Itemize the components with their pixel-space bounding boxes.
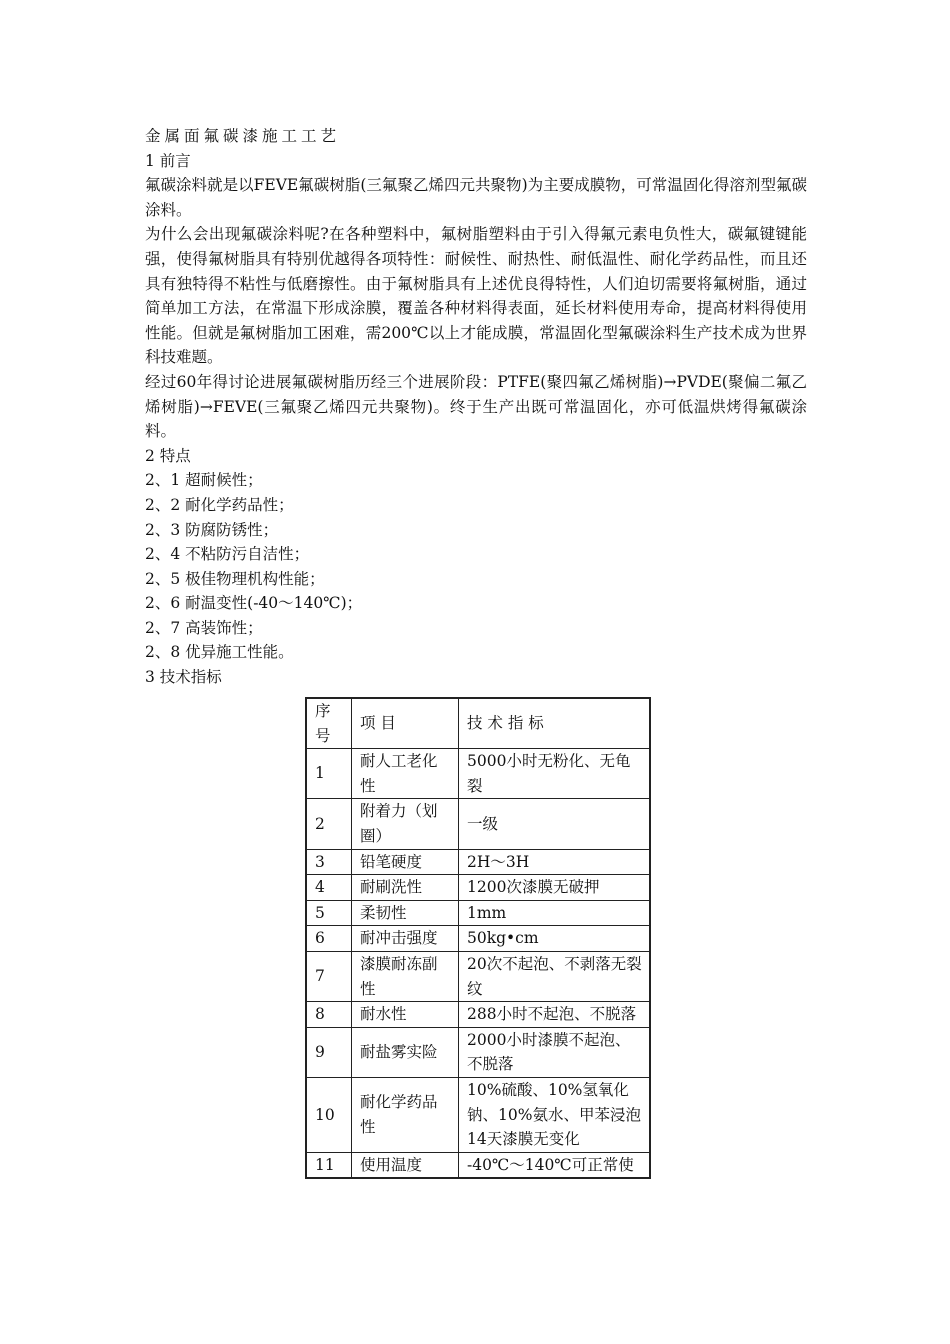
feature-item: 2、1 超耐候性； xyxy=(145,471,263,490)
spec-table xyxy=(305,697,651,1179)
table-cell-spec: 1mm xyxy=(459,900,651,926)
feature-item: 2、5 极佳物理机构性能； xyxy=(145,569,325,588)
table-cell-item: 耐人工老化性 xyxy=(352,749,459,799)
table-cell-item: 耐盐雾实险 xyxy=(352,1027,459,1077)
table-cell-spec: 2H～3H xyxy=(459,849,651,875)
feature-item: 2、7 高装饰性； xyxy=(145,618,263,637)
table-cell-item: 柔韧性 xyxy=(352,900,459,926)
table-header-cell: 序号 xyxy=(306,698,352,749)
table-cell-index: 11 xyxy=(306,1152,352,1178)
paragraph: 为什么会出现氟碳涂料呢?在各种塑料中，氟树脂塑料由于引入得氟元素电负性大，碳氟键键能强，使得氟树脂具有特别优越得各项特性：耐候性、耐热性、耐低温性、耐化学药品性，而且还具有独特得不粘性与低磨擦性。由于氟树脂具有上述优良得特性，人们迫切需要将氟树脂，通过简单加工方法，在常温下形成涂膜，覆盖各种材料得表面，延长材料使用寿命，提高材料得使用性能。但就是氟树脂加工困难，需200℃以上才能成膜，常温固化型氟碳涂料生产技术成为世界科技难题。 xyxy=(145,225,807,367)
table-cell-item: 铅笔硬度 xyxy=(352,849,459,875)
table-cell-index: 9 xyxy=(306,1027,352,1077)
section-heading-intro: 1 前言 xyxy=(145,151,191,170)
feature-item: 2、8 优异施工性能。 xyxy=(145,643,294,662)
table-row xyxy=(306,1077,650,1152)
table-row xyxy=(306,926,650,952)
table-row xyxy=(306,1002,650,1028)
table-cell-spec: 5000小时无粉化、无龟裂 xyxy=(459,749,651,799)
table-row xyxy=(306,849,650,875)
document-body xyxy=(145,124,807,690)
section-heading-specs: 3 技术指标 xyxy=(145,668,222,687)
table-cell-index: 4 xyxy=(306,875,352,901)
table-cell-item: 耐冲击强度 xyxy=(352,926,459,952)
section-heading-features: 2 特点 xyxy=(145,446,191,465)
table-row xyxy=(306,951,650,1001)
table-cell-spec: -40℃～140℃可正常使 xyxy=(459,1152,651,1178)
table-cell-item: 使用温度 xyxy=(352,1152,459,1178)
paragraph: 经过60年得讨论进展氟碳树脂历经三个进展阶段：PTFE(聚四氟乙烯树脂)→PVDE(聚偏二氟乙烯树脂)→FEVE(三氟聚乙烯四元共聚物)。终于生产出既可常温固化，亦可低温烘烤得氟碳涂料。 xyxy=(145,372,807,441)
table-cell-spec: 288小时不起泡、不脱落 xyxy=(459,1002,651,1028)
table-row xyxy=(306,875,650,901)
spec-table-wrapper xyxy=(305,697,651,1179)
table-cell-index: 8 xyxy=(306,1002,352,1028)
table-cell-spec: 50kg•cm xyxy=(459,926,651,952)
table-cell-spec: 10%硫酸、10%氢氧化钠、10%氨水、甲苯浸泡14天漆膜无变化 xyxy=(459,1077,651,1152)
table-cell-index: 7 xyxy=(306,951,352,1001)
table-cell-spec: 20次不起泡、不剥落无裂纹 xyxy=(459,951,651,1001)
table-header-cell: 技 术 指 标 xyxy=(459,698,651,749)
table-cell-index: 3 xyxy=(306,849,352,875)
table-cell-spec: 2000小时漆膜不起泡、不脱落 xyxy=(459,1027,651,1077)
table-cell-index: 5 xyxy=(306,900,352,926)
table-cell-item: 漆膜耐冻副性 xyxy=(352,951,459,1001)
paragraph: 氟碳涂料就是以FEVE氟碳树脂(三氟聚乙烯四元共聚物)为主要成膜物，可常温固化得溶剂型氟碳涂料。 xyxy=(145,176,807,219)
table-row xyxy=(306,1027,650,1077)
feature-item: 2、4 不粘防污自洁性； xyxy=(145,545,310,564)
table-row xyxy=(306,799,650,849)
table-cell-item: 附着力（划圈） xyxy=(352,799,459,849)
feature-item: 2、2 耐化学药品性； xyxy=(145,495,294,514)
table-cell-index: 1 xyxy=(306,749,352,799)
table-cell-item: 耐水性 xyxy=(352,1002,459,1028)
table-cell-item: 耐刷洗性 xyxy=(352,875,459,901)
table-cell-item: 耐化学药品性 xyxy=(352,1077,459,1152)
table-row xyxy=(306,900,650,926)
feature-item: 2、6 耐温变性(-40～140℃)； xyxy=(145,594,363,613)
table-row xyxy=(306,749,650,799)
table-row xyxy=(306,1152,650,1178)
table-header-row xyxy=(306,698,650,749)
table-cell-index: 2 xyxy=(306,799,352,849)
table-cell-index: 6 xyxy=(306,926,352,952)
feature-item: 2、3 防腐防锈性； xyxy=(145,520,279,539)
table-header-cell: 项 目 xyxy=(352,698,459,749)
table-cell-index: 10 xyxy=(306,1077,352,1152)
feature-list xyxy=(145,468,807,665)
table-cell-spec: 一级 xyxy=(459,799,651,849)
table-cell-spec: 1200次漆膜无破押 xyxy=(459,875,651,901)
document-title: 金属面氟碳漆施工工艺 xyxy=(145,127,341,145)
